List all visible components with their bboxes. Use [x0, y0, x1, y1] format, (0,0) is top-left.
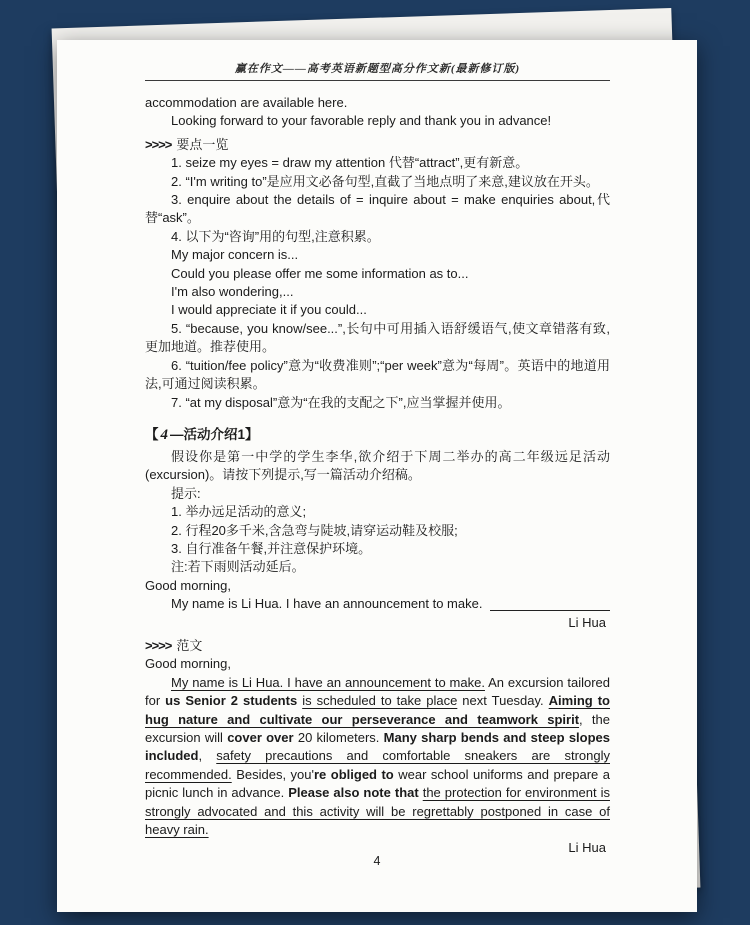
page-content	[57, 40, 697, 858]
hint-item: 3. 自行准备午餐,并注意保护环境。	[171, 540, 372, 556]
task-dash: —	[170, 426, 184, 442]
signature: Li Hua	[568, 840, 606, 856]
paragraph-continuation: accommodation are available here.	[145, 95, 348, 110]
key-point-item: 6. “tuition/fee policy”意为“收费准则”;“per week”意为“每周”。英语中的地道用法,可通过阅读积累。	[145, 357, 610, 392]
key-point-item: 1. seize my eyes = draw my attention 代替“attract”,更有新意。	[171, 155, 529, 171]
task-section-title	[145, 425, 610, 445]
key-points-heading	[145, 136, 610, 154]
signature: Li Hua	[568, 614, 606, 630]
key-point-item: 4. 以下为“咨询”用的句型,注意积累。	[171, 228, 380, 244]
page-number: 4	[373, 854, 381, 868]
chevrons-icon: >>>>	[145, 136, 172, 152]
running-head-title: 赢在作文——高考英语新题型高分作文新(最新修订版)	[234, 63, 521, 75]
key-points-title: 要点一览	[176, 136, 229, 152]
sample-title: 范文	[176, 637, 203, 653]
letter-greeting: Good morning,	[145, 577, 231, 593]
sample-essay-paragraph: My name is Li Hua. I have an announcement to make. An excursion tailored for us Senior 2 students is scheduled to take place next Tuesday. Aiming to hug nature and cultivate our perseverance and teamwork spirit, the excursion will cover over 20 kilometers. Many sharp bends and steep slopes included, safety precautions and comfortable sneakers are strongly recommended. Besides, you're obliged to wear school uniforms and prepare a picnic lunch in advance. Please also note that the protection for environment is strongly advocated and this activity will be regrettably postponed in case of heavy rain.	[145, 674, 611, 838]
task-description: 假设你是第一中学的学生李华,欲介绍于下周二举办的高二年级远足活动(excursion)。请按下列提示,写一篇活动介绍稿。	[145, 448, 610, 483]
hint-item: 1. 举办远足活动的意义;	[171, 504, 307, 520]
sentence-pattern: My major concern is...	[171, 247, 299, 263]
hints-label: 提示:	[171, 485, 201, 501]
closing-line: Looking forward to your favorable reply and thank you in advance!	[171, 113, 552, 129]
hint-item: 2. 行程20多千米,含急弯与陡坡,请穿运动鞋及校服;	[171, 522, 458, 538]
answer-blank-line	[490, 595, 610, 610]
sentence-pattern: Could you please offer me some information as to...	[171, 265, 469, 281]
book-page	[57, 40, 697, 912]
bracket-open: 【	[145, 426, 159, 442]
key-point-item: 5. “because, you know/see...”,长句中可用插入语舒缓语气,使文章错落有致,更加地道。推荐使用。	[145, 320, 610, 355]
key-point-item: 7. “at my disposal”意为“在我的支配之下”,应当掌握并使用。	[171, 394, 511, 410]
key-point-item: 3. enquire about the details of = inquire about = make enquiries about,代替“ask”。	[145, 192, 610, 226]
header-rule	[145, 80, 610, 81]
letter-greeting: Good morning,	[145, 656, 231, 672]
task-number: 4	[160, 426, 168, 443]
task-note: 注:若下雨则活动延后。	[171, 559, 305, 575]
key-point-item: 2. “I'm writing to”是应用文必备句型,直截了当地点明了来意,建议放在开头。	[171, 173, 599, 189]
sentence-pattern: I'm also wondering,...	[171, 284, 294, 300]
chevrons-icon: >>>>	[145, 637, 172, 653]
essay-stem: My name is Li Hua. I have an announcement to make.	[171, 596, 483, 612]
task-title-text: 活动介绍1	[183, 426, 246, 442]
essay-stem-line	[145, 595, 610, 613]
sentence-pattern: I would appreciate it if you could...	[171, 302, 367, 318]
bracket-close: 】	[245, 426, 259, 442]
sample-heading	[145, 637, 610, 655]
